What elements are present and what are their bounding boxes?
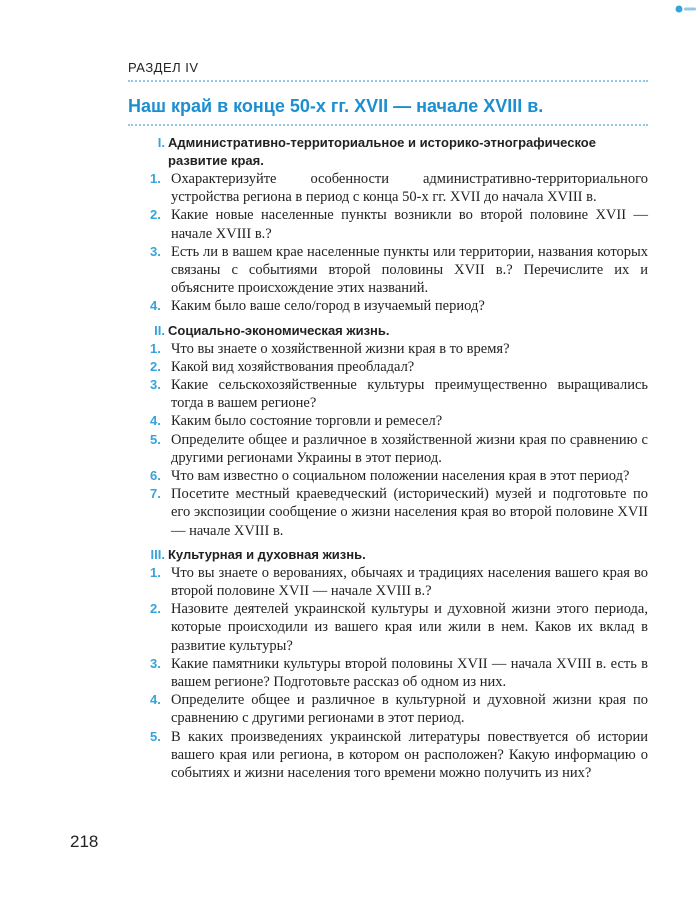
question-number: 7. bbox=[150, 486, 161, 502]
section-numeral: I. bbox=[157, 135, 165, 150]
question-item bbox=[150, 206, 648, 242]
question-number: 4. bbox=[150, 298, 161, 314]
question-text: Определите общее и различное в культурной и духовной жизни края по сравнению с другими регионами в этот период. bbox=[171, 692, 648, 727]
publisher-logo-icon bbox=[675, 4, 697, 14]
question-text: Что вы знаете о верованиях, обычаях и традициях населения вашего края во второй половине XVII — начале XVIII в.? bbox=[171, 564, 648, 600]
question-number: 6. bbox=[150, 468, 161, 484]
question-item bbox=[150, 170, 648, 206]
question-number: 1. bbox=[150, 564, 161, 580]
page-title: Наш край в конце 50-х гг. XVII — начале XVIII в. bbox=[128, 96, 544, 116]
question-text: Каким было ваше село/город в изучаемый период? bbox=[171, 298, 485, 315]
question-item bbox=[150, 467, 648, 485]
section-numeral: II. bbox=[154, 322, 165, 338]
question-text: Есть ли в вашем крае населенные пункты или территории, названия которых связаны с событиями второй половины XVII в.? Перечислите их и объясните происхождение этих названий. bbox=[171, 243, 648, 297]
question-text: Охарактеризуйте особенности административно-территориального устройства региона в период с конца 50-х гг. XVII до начала XVIII в. bbox=[171, 171, 648, 206]
page-number: 218 bbox=[70, 832, 99, 851]
question-text: Какой вид хозяйствования преобладал? bbox=[171, 358, 415, 375]
section-heading-3 bbox=[150, 546, 648, 564]
question-number: 1. bbox=[150, 340, 161, 356]
question-item bbox=[150, 340, 648, 358]
question-number: 3. bbox=[150, 655, 161, 671]
section-heading-1 bbox=[150, 134, 648, 170]
question-item bbox=[150, 358, 648, 376]
question-number: 3. bbox=[150, 377, 161, 393]
section-heading-text: Административно-территориальное и историко-этнографическое развитие края. bbox=[168, 135, 596, 168]
question-item bbox=[150, 243, 648, 298]
question-item bbox=[150, 600, 648, 655]
question-item bbox=[150, 485, 648, 540]
section-numeral: III. bbox=[150, 546, 165, 562]
questions-content bbox=[150, 134, 648, 782]
section-heading-text: Социально-экономическая жизнь. bbox=[168, 322, 390, 338]
question-text: Посетите местный краеведческий (исторический) музей и подготовьте по его экспозиции сообщение о жизни населения края во второй половине XVII — начале XVIII в. bbox=[171, 486, 648, 539]
question-text: Какие памятники культуры второй половины XVII — начала XVIII в. есть в вашем регионе? Подготовьте рассказ об одном из них. bbox=[171, 655, 648, 691]
question-item bbox=[150, 728, 648, 783]
question-text: Что вы знаете о хозяйственной жизни края в то время? bbox=[171, 340, 510, 357]
question-text: Что вам известно о социальном положении населения края в этот период? bbox=[171, 468, 630, 485]
section-label: РАЗДЕЛ IV bbox=[128, 60, 199, 75]
question-number: 2. bbox=[150, 601, 161, 617]
question-item bbox=[150, 655, 648, 691]
question-item bbox=[150, 564, 648, 600]
question-text: Назовите деятелей украинской культуры и духовной жизни этого периода, которые происходили из вашего края или жили в нем. Каков их вклад в развитие культуры? bbox=[171, 601, 648, 654]
question-item bbox=[150, 412, 648, 430]
question-item bbox=[150, 297, 648, 315]
question-number: 1. bbox=[150, 171, 161, 186]
question-number: 4. bbox=[150, 413, 161, 429]
question-text: Какие новые населенные пункты возникли во второй половине XVII — начале XVIII в.? bbox=[171, 207, 648, 242]
question-number: 2. bbox=[150, 207, 161, 223]
question-text: В каких произведениях украинской литературы повествуется об истории вашего края или региона, в котором он расположен? Какую информацию о событиях и жизни населения того времени можно получить из них? bbox=[171, 728, 648, 782]
section-heading-2 bbox=[150, 322, 648, 340]
question-number: 3. bbox=[150, 243, 161, 259]
question-text: Какие сельскохозяйственные культуры преимущественно выращивались тогда в вашем регионе? bbox=[171, 377, 648, 412]
question-item bbox=[150, 376, 648, 412]
question-number: 5. bbox=[150, 431, 161, 447]
question-text: Каким было состояние торговли и ремесел? bbox=[171, 413, 443, 430]
question-number: 5. bbox=[150, 728, 161, 744]
question-number: 4. bbox=[150, 692, 161, 708]
question-item bbox=[150, 431, 648, 467]
question-number: 2. bbox=[150, 358, 161, 374]
dotted-divider-bottom bbox=[128, 124, 648, 126]
dotted-divider-top bbox=[128, 80, 648, 82]
section-heading-text: Культурная и духовная жизнь. bbox=[168, 546, 366, 562]
question-text: Определите общее и различное в хозяйственной жизни края по сравнению с другими регионами Украины в этот период. bbox=[171, 431, 648, 466]
question-item bbox=[150, 691, 648, 727]
